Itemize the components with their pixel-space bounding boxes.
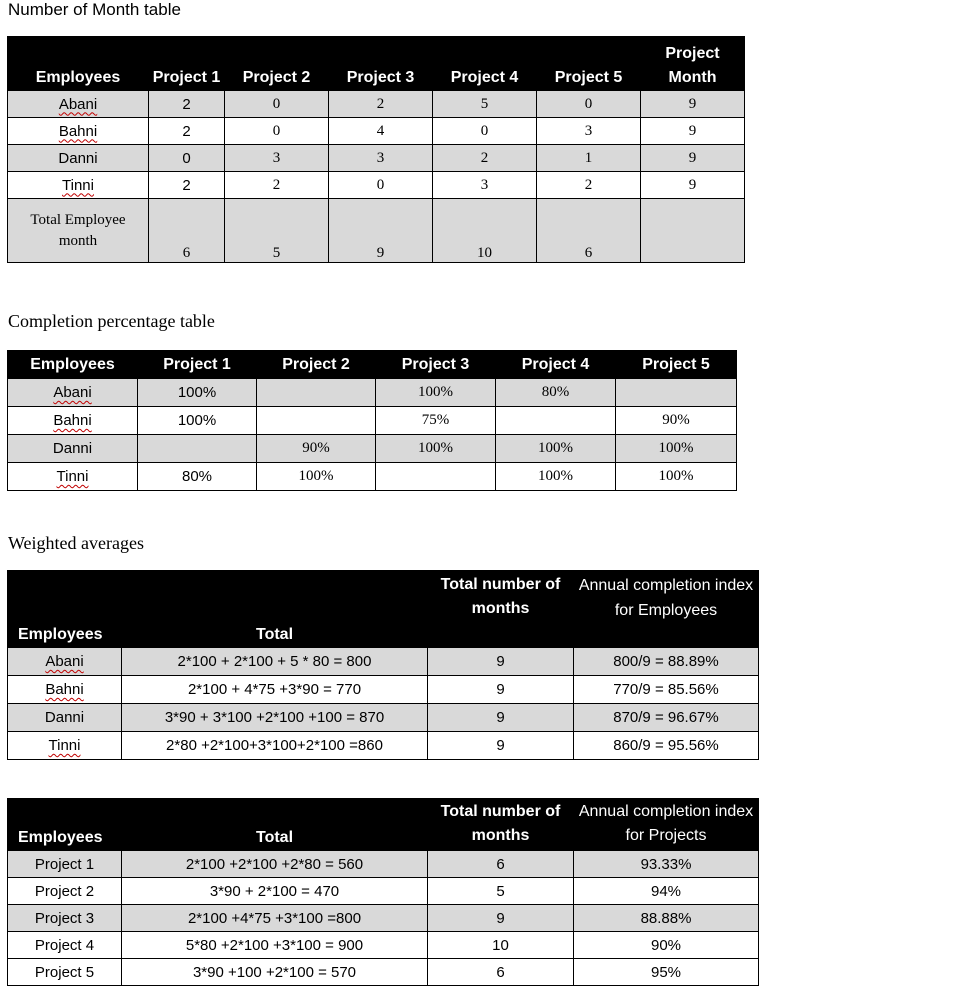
col-header-annual-index-employees: Annual completion index for Employees (574, 571, 759, 648)
col-header-project-5: Project 5 (616, 351, 737, 379)
project-name: Project 2 (8, 878, 122, 905)
table-cell: 5 (428, 878, 574, 905)
col-header-project-5: Project 5 (537, 37, 641, 91)
table-cell: 3 (433, 172, 537, 199)
table-cell: 100% (138, 407, 257, 435)
table-cell: 90% (616, 407, 737, 435)
table-cell: 3*90 + 3*100 +2*100 +100 = 870 (122, 704, 428, 732)
completion-table (7, 350, 737, 491)
table-cell: 860/9 = 95.56% (574, 732, 759, 760)
table-cell: 2 (149, 91, 225, 118)
table-row (8, 145, 745, 172)
table-cell: 0 (537, 91, 641, 118)
table-cell: 6 (428, 959, 574, 986)
completion-table-header-row (8, 351, 737, 379)
table-cell: 0 (433, 118, 537, 145)
weighted-projects-header-row (8, 799, 759, 851)
col-header-employees: Employees (8, 571, 122, 648)
table-cell: 0 (225, 91, 329, 118)
table-cell: 80% (496, 379, 616, 407)
col-header-annual-index-projects: Annual completion index for Projects (574, 799, 759, 851)
table-cell: 9 (428, 648, 574, 676)
table-cell: 870/9 = 96.67% (574, 704, 759, 732)
table-cell: 3 (225, 145, 329, 172)
employee-name: Danni (8, 145, 149, 172)
table-cell: 2*100 +2*100 +2*80 = 560 (122, 851, 428, 878)
col-header-project-2: Project 2 (257, 351, 376, 379)
table-cell (616, 379, 737, 407)
weighted-averages-caption: Weighted averages (8, 533, 144, 553)
table-cell: 9 (329, 199, 433, 263)
table-cell: 5 (225, 199, 329, 263)
col-header-project-3: Project 3 (376, 351, 496, 379)
table-row (8, 172, 745, 199)
project-name: Project 4 (8, 932, 122, 959)
completion-table-caption: Completion percentage table (8, 311, 215, 331)
table-cell: 2 (537, 172, 641, 199)
table-cell: 3*90 +100 +2*100 = 570 (122, 959, 428, 986)
table-cell: 2 (225, 172, 329, 199)
table-row (8, 379, 737, 407)
table-cell: 800/9 = 88.89% (574, 648, 759, 676)
table-cell: 80% (138, 463, 257, 491)
table-cell: 770/9 = 85.56% (574, 676, 759, 704)
employee-name: Abani (53, 384, 92, 401)
table-row (8, 732, 759, 760)
table-cell: 9 (428, 676, 574, 704)
table-cell: 9 (641, 145, 745, 172)
project-name: Project 5 (8, 959, 122, 986)
table-cell: 3 (537, 118, 641, 145)
table-cell: 6 (149, 199, 225, 263)
table-cell: 10 (428, 932, 574, 959)
table-cell: 3 (329, 145, 433, 172)
table-cell: 0 (149, 145, 225, 172)
employee-name: Tinni (56, 468, 89, 485)
table-row (8, 676, 759, 704)
col-header-project-1: Project 1 (149, 37, 225, 91)
table-row (8, 435, 737, 463)
table-cell: 10 (433, 199, 537, 263)
table-cell: 3*90 + 2*100 = 470 (122, 878, 428, 905)
col-header-project-4: Project 4 (496, 351, 616, 379)
employee-name: Bahni (58, 122, 98, 140)
table-cell: 100% (496, 435, 616, 463)
col-header-project-month: Project Month (641, 37, 745, 91)
employee-name: Tinni (48, 737, 81, 754)
table-row (8, 407, 737, 435)
table-cell: 100% (616, 435, 737, 463)
employee-name: Abani (45, 653, 84, 670)
table-cell: 2 (149, 172, 225, 199)
table-cell: 0 (225, 118, 329, 145)
total-row-label: Total Employee month (8, 199, 149, 263)
table-row (8, 118, 745, 145)
table-row (8, 463, 737, 491)
employee-name: Bahni (45, 681, 84, 698)
table-cell: 93.33% (574, 851, 759, 878)
table-cell: 2*100 + 4*75 +3*90 = 770 (122, 676, 428, 704)
table-cell: 9 (428, 732, 574, 760)
total-row (8, 199, 745, 263)
col-header-project-2: Project 2 (225, 37, 329, 91)
table-cell (641, 199, 745, 263)
table-row (8, 704, 759, 732)
weighted-employees-table (7, 570, 759, 760)
col-header-employees: Employees (8, 799, 122, 851)
employee-name: Abani (58, 95, 98, 113)
col-header-total-months: Total number of months (428, 571, 574, 648)
months-table-caption: Number of Month table (8, 0, 181, 19)
table-cell: 94% (574, 878, 759, 905)
months-table (7, 36, 745, 263)
table-cell: 100% (376, 435, 496, 463)
col-header-project-4: Project 4 (433, 37, 537, 91)
table-cell (257, 379, 376, 407)
table-row (8, 905, 759, 932)
table-row (8, 959, 759, 986)
table-cell: 2*80 +2*100+3*100+2*100 =860 (122, 732, 428, 760)
project-name: Project 1 (8, 851, 122, 878)
table-cell: 95% (574, 959, 759, 986)
employee-name: Danni (8, 435, 138, 463)
table-cell: 100% (616, 463, 737, 491)
table-cell: 1 (537, 145, 641, 172)
table-cell: 100% (376, 379, 496, 407)
table-cell (138, 435, 257, 463)
col-header-project-1: Project 1 (138, 351, 257, 379)
weighted-employees-header-row (8, 571, 759, 648)
table-cell: 4 (329, 118, 433, 145)
table-cell: 5 (433, 91, 537, 118)
table-cell (257, 407, 376, 435)
months-table-header-row (8, 37, 745, 91)
table-cell: 2 (149, 118, 225, 145)
table-row (8, 932, 759, 959)
table-cell: 6 (537, 199, 641, 263)
table-cell (376, 463, 496, 491)
table-row (8, 878, 759, 905)
table-cell: 100% (257, 463, 376, 491)
table-cell: 90% (257, 435, 376, 463)
employee-name: Tinni (62, 176, 94, 194)
table-cell: 6 (428, 851, 574, 878)
employee-name: Bahni (53, 412, 92, 429)
table-cell: 2 (433, 145, 537, 172)
col-header-total-months: Total number of months (428, 799, 574, 851)
table-cell: 75% (376, 407, 496, 435)
table-row (8, 648, 759, 676)
weighted-projects-table (7, 798, 759, 986)
col-header-employees: Employees (8, 351, 138, 379)
table-row (8, 91, 745, 118)
table-cell: 0 (329, 172, 433, 199)
employee-name: Danni (8, 704, 122, 732)
project-name: Project 3 (8, 905, 122, 932)
table-cell: 9 (641, 172, 745, 199)
table-cell: 2*100 + 2*100 + 5 * 80 = 800 (122, 648, 428, 676)
table-cell: 100% (496, 463, 616, 491)
table-cell: 90% (574, 932, 759, 959)
table-cell: 100% (138, 379, 257, 407)
table-cell: 9 (428, 905, 574, 932)
col-header-employees: Employees (8, 37, 149, 91)
col-header-total: Total (122, 571, 428, 648)
table-cell: 88.88% (574, 905, 759, 932)
table-row (8, 851, 759, 878)
table-cell: 9 (428, 704, 574, 732)
col-header-project-3: Project 3 (329, 37, 433, 91)
table-cell: 9 (641, 91, 745, 118)
table-cell: 2*100 +4*75 +3*100 =800 (122, 905, 428, 932)
col-header-total: Total (122, 799, 428, 851)
table-cell: 5*80 +2*100 +3*100 = 900 (122, 932, 428, 959)
table-cell: 9 (641, 118, 745, 145)
table-cell (496, 407, 616, 435)
table-cell: 2 (329, 91, 433, 118)
